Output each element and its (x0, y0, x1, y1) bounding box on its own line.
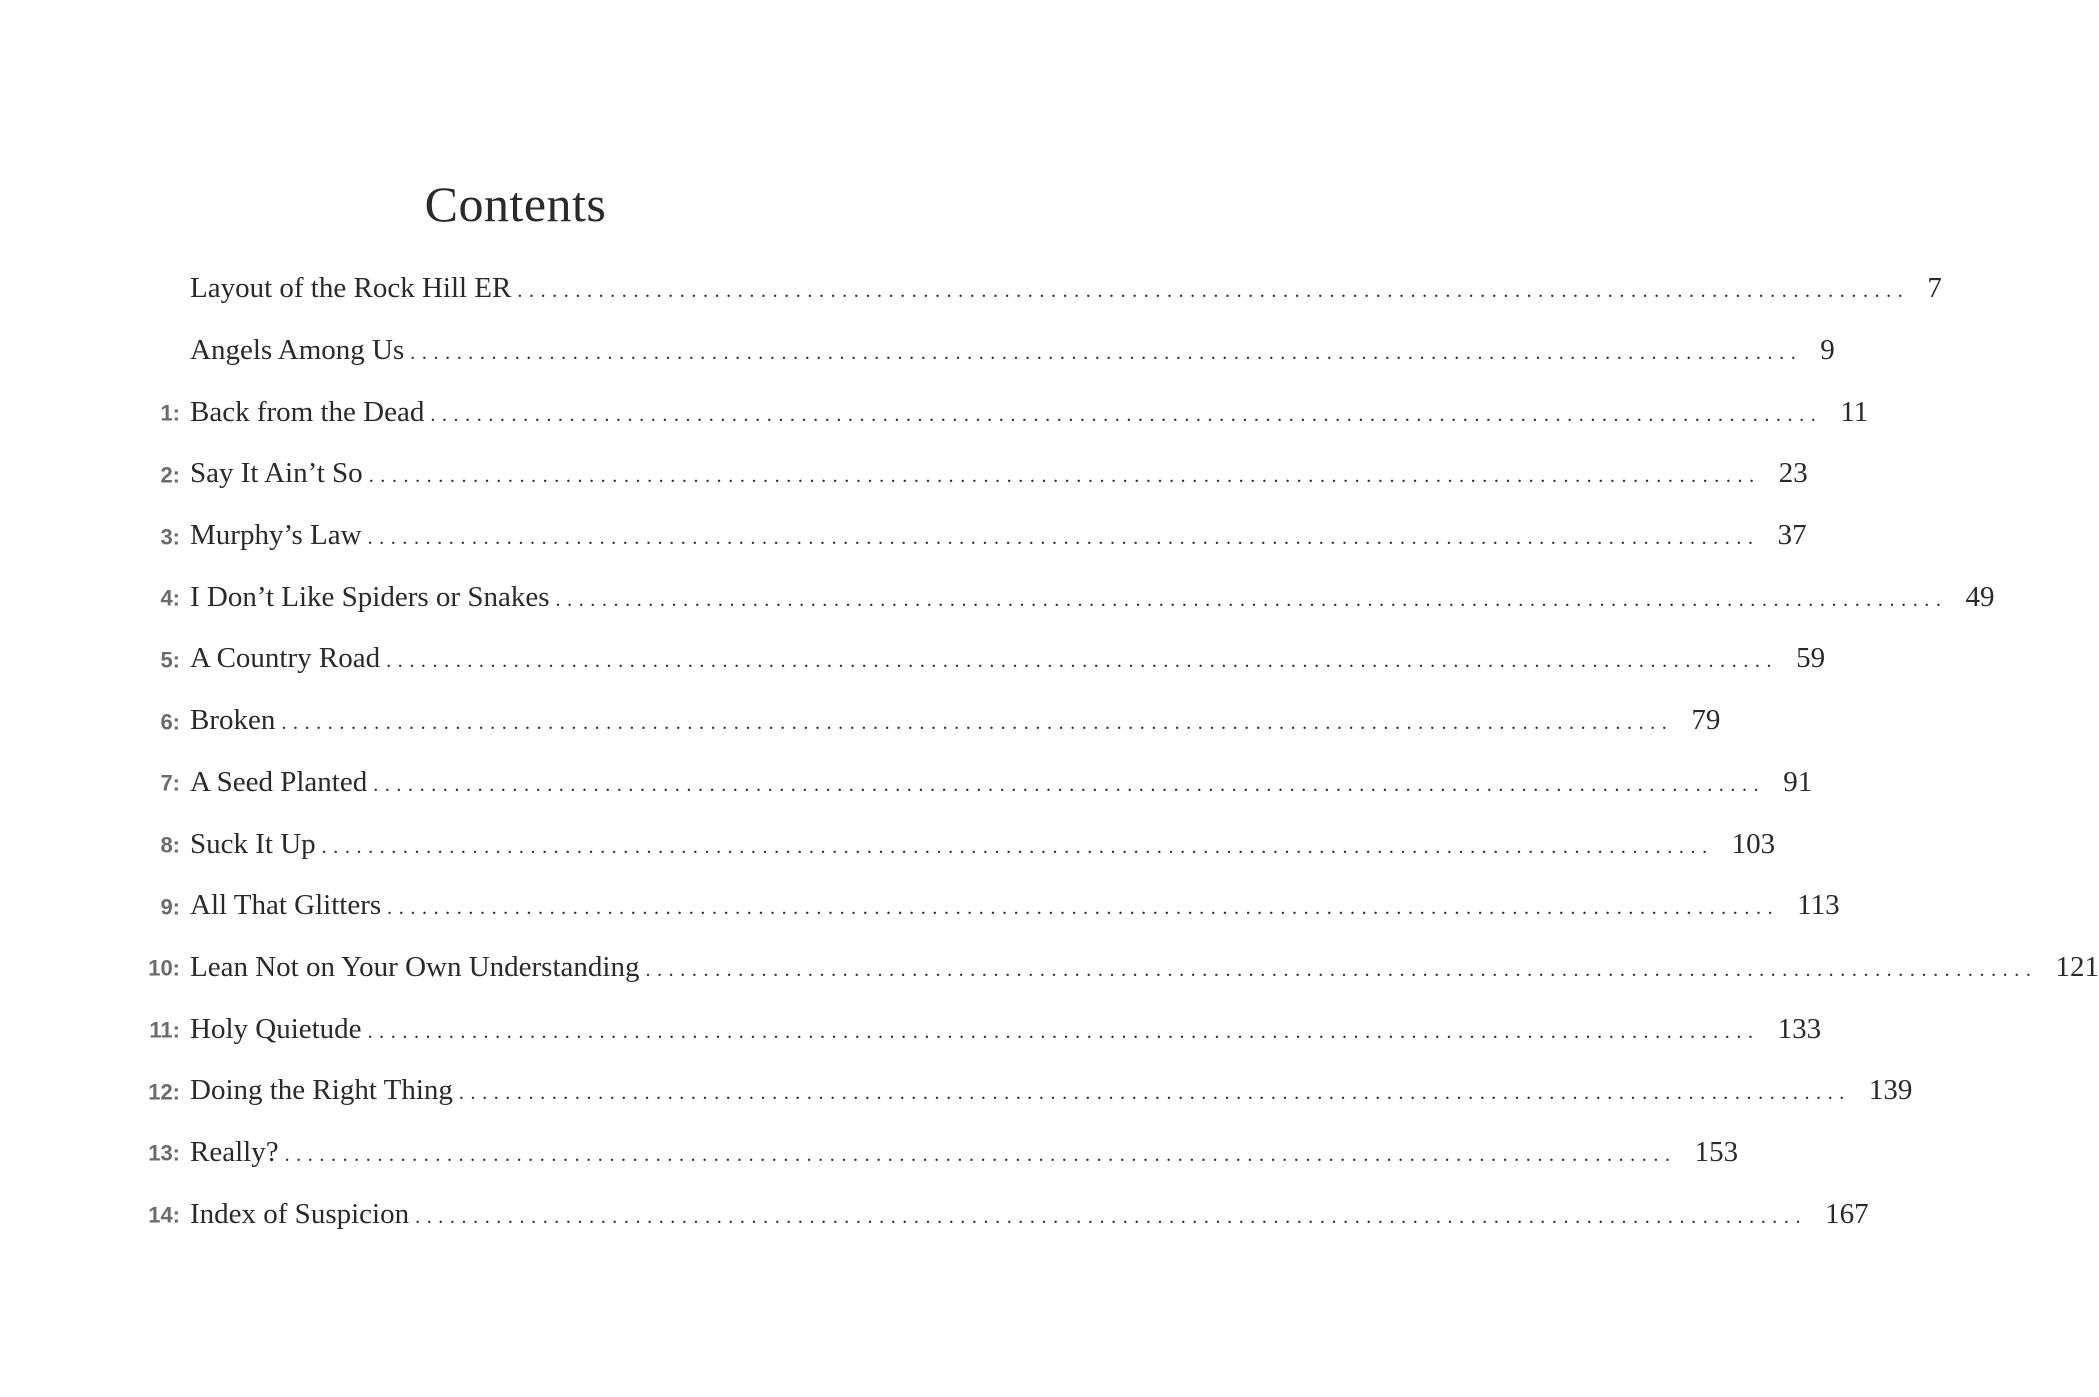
page-number: 59 (1796, 642, 1826, 675)
toc-entry[interactable] (130, 505, 1807, 567)
dot-leader: ........................................................................................................................ (410, 342, 1803, 365)
chapter-title: Doing the Right Thing (190, 1074, 459, 1107)
chapter-title: Murphy’s Law (190, 519, 368, 552)
page-number: 133 (1777, 1012, 1822, 1045)
page-number: 167 (1825, 1197, 1869, 1230)
toc-entry[interactable] (130, 875, 1840, 937)
toc-entry[interactable] (130, 1183, 1869, 1245)
chapter-number: 12: (148, 1079, 180, 1105)
toc-entry[interactable] (130, 752, 1813, 814)
chapter-title: I Don’t Like Spiders or Snakes (190, 581, 556, 614)
page-number: 103 (1731, 827, 1776, 860)
chapter-number: 14: (148, 1202, 180, 1228)
chapter-number: 13: (148, 1140, 180, 1166)
chapter-title: Suck It Up (190, 828, 322, 861)
chapter-title: All That Glitters (190, 889, 387, 922)
chapter-number: 6: (160, 708, 180, 734)
dot-leader: ........................................................................................................................ (645, 958, 2038, 981)
toc-entry[interactable] (130, 690, 1721, 752)
toc-entry[interactable] (130, 258, 1942, 320)
table-of-contents (130, 258, 2099, 1245)
dot-leader: ........................................................................................................................ (387, 897, 1780, 920)
page-number: 113 (1797, 889, 1840, 922)
chapter-title: Say It Ain’t So (190, 457, 369, 490)
dot-leader: ........................................................................................................................ (430, 403, 1823, 426)
toc-entry[interactable] (130, 813, 1776, 875)
page-number: 49 (1965, 580, 1995, 613)
chapter-number: 3: (160, 523, 180, 549)
page-number: 23 (1778, 457, 1808, 490)
chapter-number: 1: (160, 400, 180, 426)
page-title: Contents (424, 176, 607, 232)
dot-leader: ........................................................................................................................ (368, 465, 1761, 488)
page-number: 121 (2055, 950, 2099, 983)
page-number: 37 (1777, 519, 1807, 552)
toc-entry[interactable] (130, 320, 1835, 382)
chapter-title: Lean Not on Your Own Understanding (190, 951, 645, 984)
page-number: 7 (1927, 272, 1942, 305)
chapter-number: 7: (160, 770, 180, 796)
dot-leader: ........................................................................................................................ (555, 588, 1948, 611)
dot-leader: ........................................................................................................................ (517, 280, 1910, 303)
page-number: 91 (1783, 765, 1813, 798)
dot-leader: ........................................................................................................................ (321, 835, 1714, 858)
chapter-number: 5: (160, 647, 180, 673)
dot-leader: ........................................................................................................................ (284, 1143, 1677, 1166)
chapter-number: 11: (149, 1017, 180, 1043)
page-number: 11 (1840, 395, 1869, 428)
chapter-number: 10: (148, 955, 180, 981)
page-number: 9 (1820, 334, 1835, 367)
chapter-title: Index of Suspicion (190, 1198, 415, 1231)
dot-leader: ........................................................................................................................ (367, 1020, 1760, 1043)
chapter-title: Back from the Dead (190, 396, 430, 429)
page-number: 139 (1868, 1074, 1913, 1107)
dot-leader: ........................................................................................................................ (458, 1082, 1851, 1105)
chapter-title: A Country Road (190, 642, 386, 675)
chapter-number: 8: (160, 832, 180, 858)
toc-entry[interactable] (130, 1060, 1913, 1122)
toc-entry[interactable] (130, 1122, 1739, 1184)
chapter-number: 9: (160, 894, 180, 920)
toc-entry[interactable] (130, 937, 2099, 999)
toc-entry[interactable] (130, 998, 1822, 1060)
dot-leader: ........................................................................................................................ (373, 773, 1766, 796)
dot-leader: ........................................................................................................................ (386, 650, 1779, 673)
chapter-title: Angels Among Us (190, 334, 410, 367)
chapter-title: Broken (190, 704, 281, 737)
chapter-title: Really? (190, 1136, 285, 1169)
page-number: 79 (1691, 704, 1721, 737)
page-number: 153 (1694, 1135, 1739, 1168)
chapter-title: A Seed Planted (190, 766, 373, 799)
toc-entry[interactable] (130, 566, 1995, 628)
chapter-title: Holy Quietude (190, 1013, 368, 1046)
dot-leader: ........................................................................................................................ (415, 1205, 1808, 1228)
dot-leader: ........................................................................................................................ (367, 527, 1760, 550)
chapter-number: 4: (160, 585, 180, 611)
dot-leader: ........................................................................................................................ (281, 712, 1674, 735)
toc-entry[interactable] (130, 628, 1826, 690)
toc-entry[interactable] (130, 381, 1869, 443)
toc-entry[interactable] (130, 443, 1808, 505)
chapter-number: 2: (160, 462, 180, 488)
chapter-title: Layout of the Rock Hill ER (190, 272, 517, 305)
